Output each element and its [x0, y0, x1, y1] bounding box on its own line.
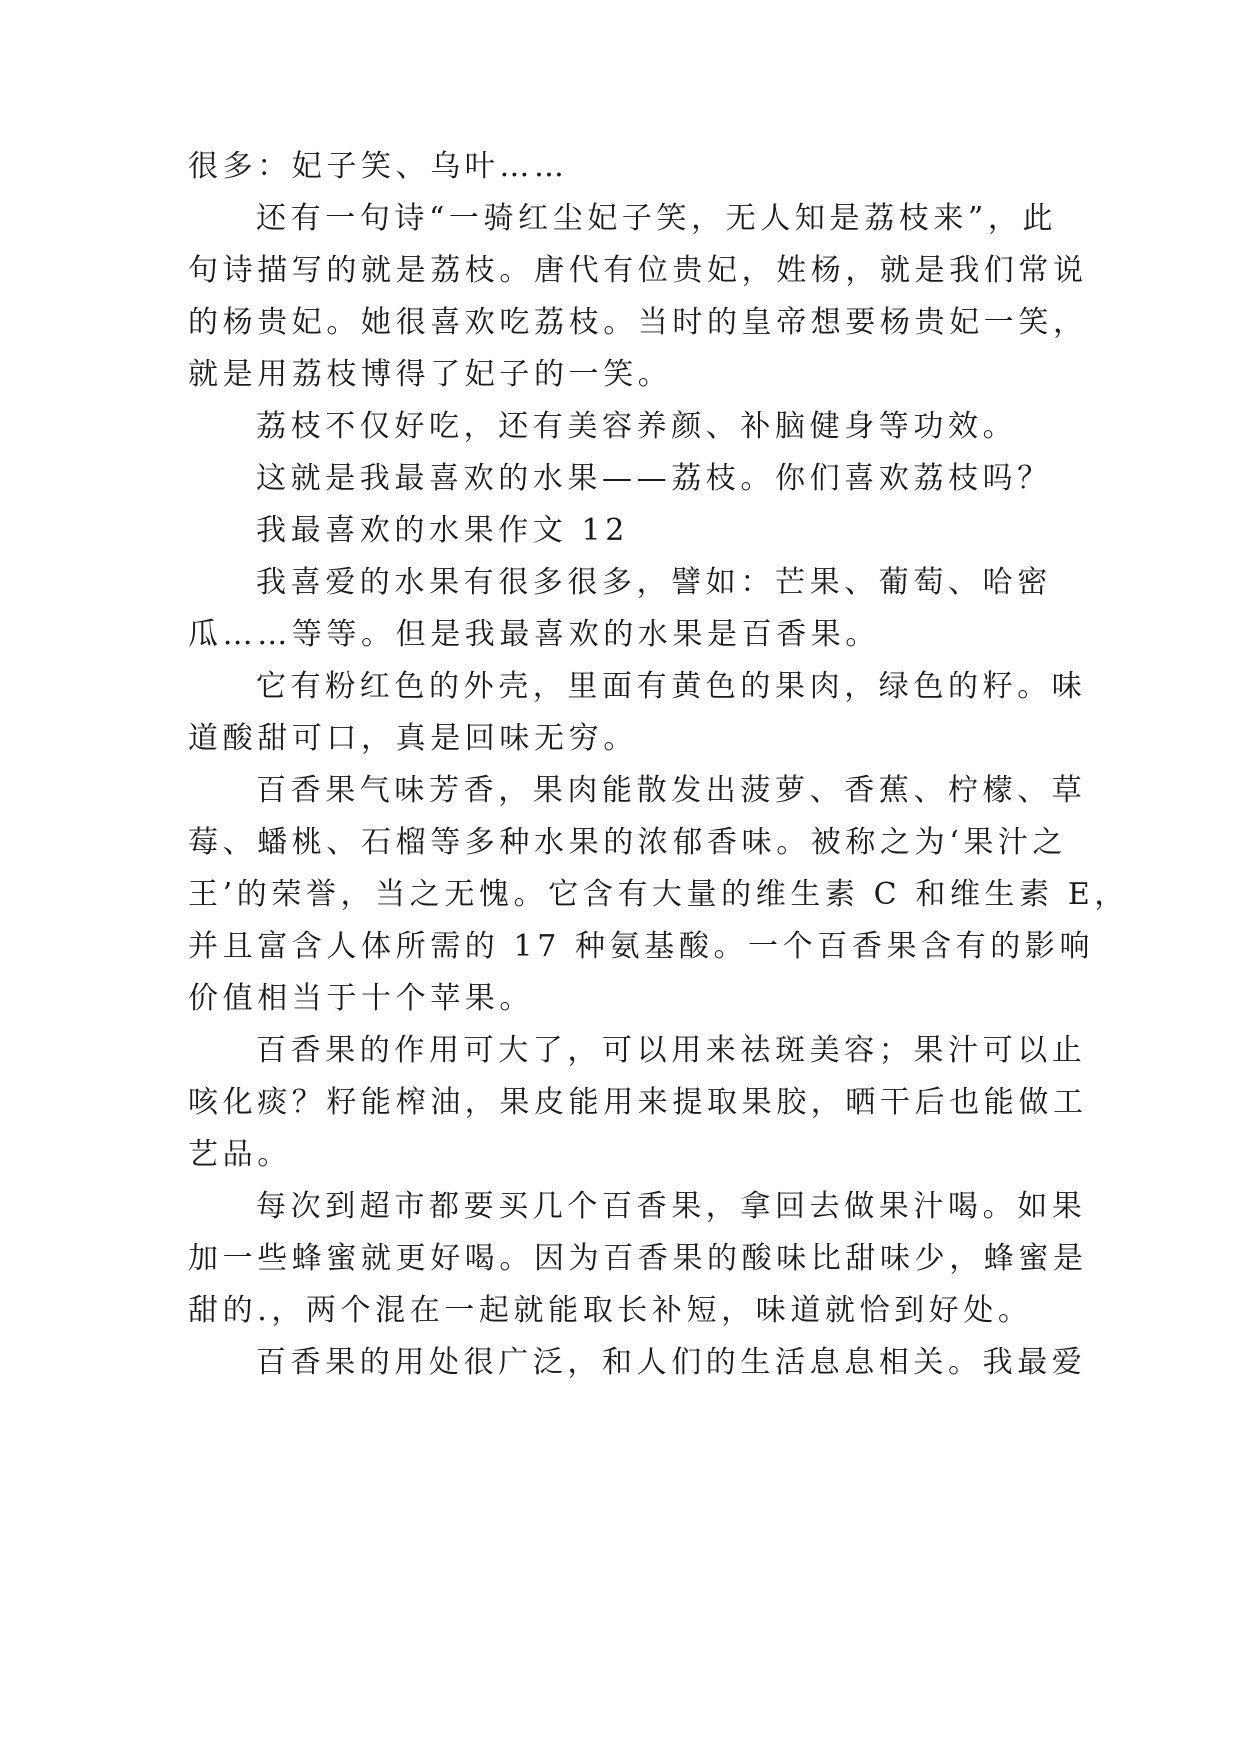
- text-line: 甜的.，两个混在一起就能取长补短，味道就恰到好处。: [188, 1293, 1033, 1328]
- text-line: 我喜爱的水果有很多很多，譬如：芒果、葡萄、哈密: [256, 565, 1052, 600]
- text-line: 道酸甜可口，真是回味无穷。: [188, 721, 638, 756]
- text-line: 的杨贵妃。她很喜欢吃荔枝。当时的皇帝想要杨贵妃一笑，: [188, 305, 1088, 340]
- text-line: 它有粉红色的外壳，里面有黄色的果肉，绿色的籽。味: [256, 669, 1087, 704]
- text-line: 荔枝不仅好吃，还有美容养颜、补脑健身等功效。: [256, 409, 1018, 444]
- text-line: 就是用荔枝博得了妃子的一笑。: [188, 357, 673, 392]
- text-line: 句诗描写的就是荔枝。唐代有位贵妃，姓杨，就是我们常说: [188, 253, 1088, 288]
- text-line: 这就是我最喜欢的水果——荔枝。你们喜欢荔枝吗？: [256, 461, 1052, 496]
- section-title: 我最喜欢的水果作文 12: [256, 513, 629, 548]
- text-line: 百香果气味芳香，果肉能散发出菠萝、香蕉、柠檬、草: [256, 773, 1087, 808]
- text-line: 还有一句诗“一骑红尘妃子笑，无人知是荔枝来”，此: [256, 201, 1058, 236]
- text-line: 百香果的用处很广泛，和人们的生活息息相关。我最爱: [256, 1345, 1087, 1380]
- text-line: 艺品。: [188, 1137, 292, 1172]
- text-line: 并且富含人体所需的 17 种氨基酸。一个百香果含有的影响: [188, 929, 1095, 964]
- text-line: 加一些蜂蜜就更好喝。因为百香果的酸味比甜味少，蜂蜜是: [188, 1241, 1088, 1276]
- text-line: 咳化痰？籽能榨油，果皮能用来提取果胶，晒干后也能做工: [188, 1085, 1088, 1120]
- text-line: 价值相当于十个苹果。: [188, 981, 534, 1016]
- text-line: 每次到超市都要买几个百香果，拿回去做果汁喝。如果: [256, 1189, 1087, 1224]
- text-line: 王’的荣誉，当之无愧。它含有大量的维生素 C 和维生素 E，: [188, 877, 1129, 912]
- text-line: 莓、蟠桃、石榴等多种水果的浓郁香味。被称之为‘果汁之: [188, 825, 1068, 860]
- text-line: 百香果的作用可大了，可以用来祛斑美容；果汁可以止: [256, 1033, 1087, 1068]
- text-line: 瓜……等等。但是我最喜欢的水果是百香果。: [188, 617, 880, 652]
- text-line: 很多：妃子笑、乌叶……: [188, 149, 569, 184]
